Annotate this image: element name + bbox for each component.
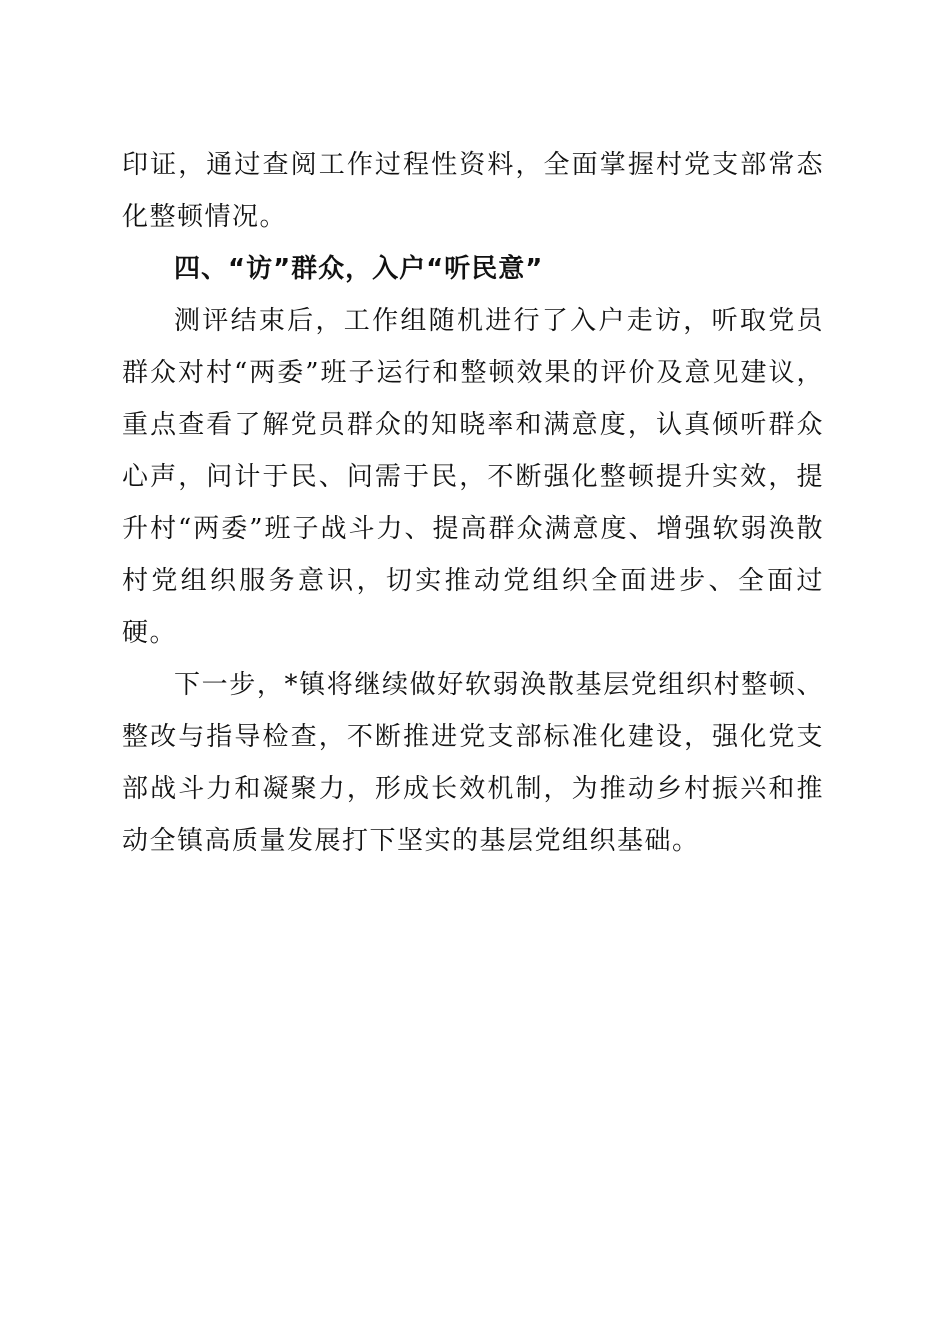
paragraph-household-visit: 测评结束后，工作组随机进行了入户走访，听取党员群众对村“两委”班子运行和整顿效果的评价及意见建议，重点查看了解党员群众的知晓率和满意度，认真倾听群众心声，问计于民、问需于民，不断强化整顿提升实效，提升村“两委”班子战斗力、提高群众满意度、增强软弱涣散村党组织服务意识，切实推动党组织全面进步、全面过硬。 [122,306,824,648]
section-heading-four: 四、“访”群众，入户“听民意” [174,254,544,284]
paragraph-continuation: 印证，通过查阅工作过程性资料，全面掌握村党支部常态化整顿情况。 [122,150,824,232]
paragraph-next-step: 下一步，*镇将继续做好软弱涣散基层党组织村整顿、整改与指导检查，不断推进党支部标准化建设，强化党支部战斗力和凝聚力，形成长效机制，为推动乡村振兴和推动全镇高质量发展打下坚实的基层党组织基础。 [122,670,824,856]
document-body [122,139,824,867]
